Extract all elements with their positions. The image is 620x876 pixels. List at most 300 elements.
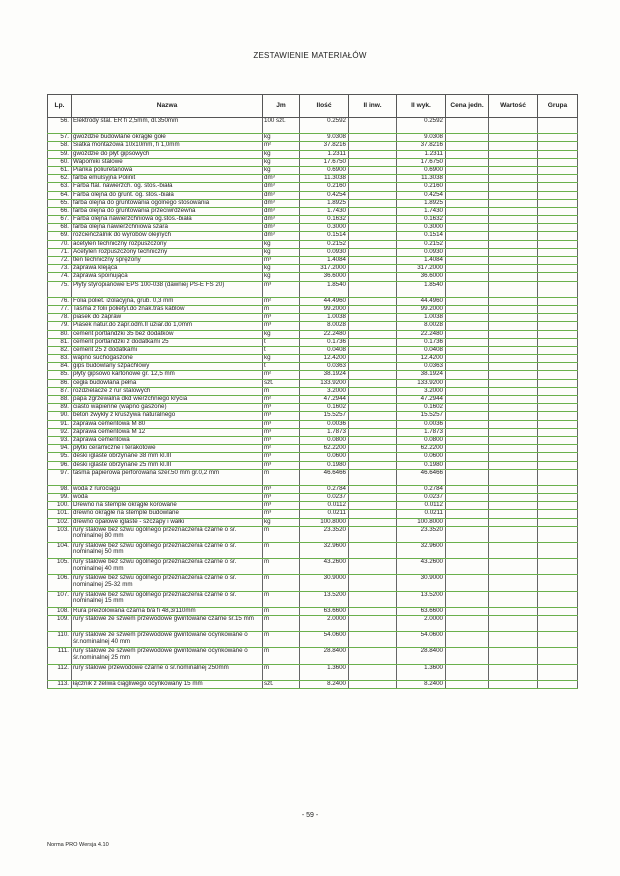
lp-cell: 80. [48,330,72,338]
group-cell [538,355,578,363]
group-cell [538,396,578,404]
value-cell [489,436,538,444]
group-cell [538,199,578,207]
table-row [48,387,578,395]
table-row [48,355,578,363]
quantity-cell: 13.5200 [300,591,349,607]
group-cell [538,664,578,680]
ii-wyk-cell: 0.0600 [397,453,446,461]
lp-cell: 96. [48,461,72,469]
price-cell [446,166,489,174]
ii-inw-cell [349,396,397,404]
ii-inw-cell [349,559,397,575]
group-cell [538,297,578,305]
unit-cell: szt. [263,680,300,688]
quantity-cell: 54.0600 [300,632,349,648]
lp-cell: 108. [48,607,72,615]
unit-cell: m³ [263,322,300,330]
group-cell [538,305,578,313]
lp-cell: 101. [48,510,72,518]
table-row [48,150,578,158]
ii-wyk-cell: 1.8540 [397,281,446,297]
group-cell [538,680,578,688]
name-cell: woda z rurociągu [72,485,263,493]
group-cell [538,632,578,648]
name-cell: gips budowlany szpachlowy [72,363,263,371]
name-cell: rury stalowe ze szwem przewodowe gwintowane ocynkowane o śr.nominalnej 40 mm [72,632,263,648]
quantity-cell: 0.1980 [300,461,349,469]
ii-wyk-cell: 30.9000 [397,575,446,591]
ii-wyk-cell: 133.9200 [397,379,446,387]
value-cell [489,453,538,461]
unit-cell: m [263,575,300,591]
ii-wyk-cell: 37.8216 [397,142,446,150]
group-cell [538,445,578,453]
ii-wyk-cell: 99.2000 [397,305,446,313]
ii-inw-cell [349,248,397,256]
table-row [48,240,578,248]
col-header-lp: Lp. [48,95,72,118]
group-cell [538,379,578,387]
ii-inw-cell [349,118,397,134]
quantity-cell: 1.7873 [300,428,349,436]
lp-cell: 70. [48,240,72,248]
col-header-ilosc: Ilość [300,95,349,118]
quantity-cell: 0.1514 [300,232,349,240]
ii-inw-cell [349,265,397,273]
table-row [48,436,578,444]
price-cell [446,396,489,404]
unit-cell: m [263,387,300,395]
price-cell [446,314,489,322]
lp-cell: 66. [48,207,72,215]
ii-wyk-cell: 0.0237 [397,494,446,502]
price-cell [446,648,489,664]
group-cell [538,134,578,142]
lp-cell: 90. [48,412,72,420]
group-cell [538,420,578,428]
name-cell: tlen techniczny sprężony [72,257,263,265]
group-cell [538,461,578,469]
value-cell [489,664,538,680]
table-row [48,680,578,688]
name-cell: Acetylen rozpuszczony techniczny [72,248,263,256]
price-cell [446,445,489,453]
price-cell [446,322,489,330]
ii-wyk-cell: 32.9600 [397,543,446,559]
value-cell [489,314,538,322]
document-title: ZESTAWIENIE MATERIAŁÓW [253,51,367,60]
price-cell [446,142,489,150]
price-cell [446,510,489,518]
value-cell [489,363,538,371]
name-cell: Taśma z folii polietyl.do znak.tras kablow [72,305,263,313]
unit-cell: kg [263,518,300,526]
name-cell: Pianka poliuretanowa [72,166,263,174]
quantity-cell: 9.0308 [300,134,349,142]
quantity-cell: 0.2784 [300,485,349,493]
ii-wyk-cell: 0.1736 [397,338,446,346]
group-cell [538,330,578,338]
unit-cell: m² [263,445,300,453]
name-cell: piasek do zapraw [72,314,263,322]
value-cell [489,257,538,265]
ii-wyk-cell: 0.2152 [397,240,446,248]
price-cell [446,207,489,215]
table-row [48,494,578,502]
name-cell: łącznik z żeliwa ciągliwego ocynkowany 15 mm [72,680,263,688]
group-cell [538,183,578,191]
lp-cell: 110. [48,632,72,648]
ii-inw-cell [349,664,397,680]
table-row [48,265,578,273]
value-cell [489,281,538,297]
group-cell [538,265,578,273]
ii-wyk-cell: 8.2400 [397,680,446,688]
ii-wyk-cell: 0.0408 [397,346,446,354]
name-cell: Farba olejna do grunt. og. stos.-biała [72,191,263,199]
value-cell [489,632,538,648]
ii-wyk-cell: 1.8925 [397,199,446,207]
table-row [48,346,578,354]
name-cell: gwoździe do płyt gipsowych [72,150,263,158]
ii-wyk-cell: 12.4200 [397,355,446,363]
lp-cell: 82. [48,346,72,354]
price-cell [446,615,489,631]
unit-cell: t [263,363,300,371]
name-cell: cement 25 z dodatkami [72,346,263,354]
name-cell: rury stalowe bez szwu ogólnego przeznaczenia czarne o śr. nominalnej 40 mm [72,559,263,575]
group-cell [538,224,578,232]
quantity-cell: 2.0000 [300,615,349,631]
unit-cell: m³ [263,494,300,502]
name-cell: farba olejna do gruntowania ogólnego stosowania [72,199,263,207]
value-cell [489,680,538,688]
ii-inw-cell [349,346,397,354]
ii-inw-cell [349,453,397,461]
group-cell [538,412,578,420]
table-row [48,363,578,371]
table-row [48,404,578,412]
unit-cell: kg [263,158,300,166]
ii-inw-cell [349,575,397,591]
name-cell: ciasto wapienne (wapno gaszone) [72,404,263,412]
lp-cell: 88. [48,396,72,404]
quantity-cell: 0.4254 [300,191,349,199]
value-cell [489,461,538,469]
ii-wyk-cell: 13.5200 [397,591,446,607]
unit-cell: m [263,543,300,559]
value-cell [489,175,538,183]
quantity-cell: 99.2000 [300,305,349,313]
table-row [48,322,578,330]
group-cell [538,607,578,615]
quantity-cell: 0.0800 [300,436,349,444]
unit-cell: t [263,346,300,354]
ii-wyk-cell: 62.2200 [397,445,446,453]
name-cell: Drewno na stemple okrągłe korowane [72,502,263,510]
price-cell [446,607,489,615]
value-cell [489,607,538,615]
ii-wyk-cell: 0.0211 [397,510,446,518]
unit-cell: kg [263,248,300,256]
group-cell [538,322,578,330]
price-cell [446,338,489,346]
unit-cell: dm³ [263,224,300,232]
lp-cell: 67. [48,216,72,224]
price-cell [446,420,489,428]
ii-wyk-cell: 23.3520 [397,526,446,542]
lp-cell: 112. [48,664,72,680]
quantity-cell: 0.3000 [300,224,349,232]
ii-inw-cell [349,257,397,265]
group-cell [538,453,578,461]
quantity-cell: 37.8216 [300,142,349,150]
unit-cell: dm³ [263,175,300,183]
ii-inw-cell [349,199,397,207]
ii-inw-cell [349,387,397,395]
quantity-cell: 0.0237 [300,494,349,502]
lp-cell: 87. [48,387,72,395]
table-row [48,158,578,166]
value-cell [489,183,538,191]
name-cell: rozdzielacze z rur stalowych [72,387,263,395]
value-cell [489,387,538,395]
group-cell [538,248,578,256]
ii-inw-cell [349,469,397,485]
ii-wyk-cell: 1.4084 [397,257,446,265]
lp-cell: 79. [48,322,72,330]
ii-wyk-cell: 0.2592 [397,118,446,134]
lp-cell: 92. [48,428,72,436]
quantity-cell: 1.4084 [300,257,349,265]
price-cell [446,363,489,371]
group-cell [538,240,578,248]
group-cell [538,142,578,150]
ii-inw-cell [349,591,397,607]
table-row [48,543,578,559]
unit-cell: kg [263,355,300,363]
group-cell [538,150,578,158]
quantity-cell: 8.0028 [300,322,349,330]
table-row [48,461,578,469]
price-cell [446,281,489,297]
lp-cell: 81. [48,338,72,346]
col-header-grupa: Grupa [538,95,578,118]
quantity-cell: 28.8400 [300,648,349,664]
ii-inw-cell [349,404,397,412]
name-cell: rury stalowe ze szwem przewodowe gwintowane czarne śr.15 mm [72,615,263,631]
price-cell [446,371,489,379]
quantity-cell: 0.0036 [300,420,349,428]
lp-cell: 58. [48,142,72,150]
table-row [48,485,578,493]
unit-cell: dm³ [263,191,300,199]
unit-cell: kg [263,134,300,142]
ii-wyk-cell: 0.1980 [397,461,446,469]
table-row [48,248,578,256]
page-number: - 59 - [301,812,319,819]
table-row [48,314,578,322]
lp-cell: 78. [48,314,72,322]
price-cell [446,118,489,134]
value-cell [489,216,538,224]
quantity-cell: 47.2944 [300,396,349,404]
unit-cell: m³ [263,412,300,420]
name-cell: acetylen techniczny rozpuszczony [72,240,263,248]
group-cell [538,559,578,575]
ii-inw-cell [349,502,397,510]
group-cell [538,314,578,322]
price-cell [446,461,489,469]
value-cell [489,445,538,453]
table-row [48,420,578,428]
name-cell: farba olejna do gruntowania przeciwrdzewna [72,207,263,215]
name-cell: gwoździe budowlane okrągłe gołe [72,134,263,142]
ii-inw-cell [349,273,397,281]
unit-cell: m [263,591,300,607]
price-cell [446,387,489,395]
value-cell [489,485,538,493]
name-cell: taśma papierowa perforowana szer.50 mm gr.0,2 mm [72,469,263,485]
lp-cell: 103. [48,526,72,542]
lp-cell: 77. [48,305,72,313]
value-cell [489,379,538,387]
ii-wyk-cell: 11.3038 [397,175,446,183]
quantity-cell: 0.0930 [300,248,349,256]
ii-inw-cell [349,207,397,215]
ii-inw-cell [349,543,397,559]
table-row [48,232,578,240]
lp-cell: 60. [48,158,72,166]
group-cell [538,387,578,395]
lp-cell: 61. [48,166,72,174]
quantity-cell: 0.0211 [300,510,349,518]
quantity-cell: 0.1736 [300,338,349,346]
value-cell [489,396,538,404]
ii-inw-cell [349,379,397,387]
value-cell [489,518,538,526]
table-row [48,118,578,134]
table-row [48,648,578,664]
price-cell [446,355,489,363]
unit-cell: m² [263,371,300,379]
unit-cell: m [263,664,300,680]
lp-cell: 99. [48,494,72,502]
ii-inw-cell [349,216,397,224]
ii-inw-cell [349,305,397,313]
value-cell [489,412,538,420]
ii-wyk-cell: 1.3600 [397,664,446,680]
quantity-cell: 23.3520 [300,526,349,542]
group-cell [538,273,578,281]
unit-cell: kg [263,150,300,158]
price-cell [446,297,489,305]
quantity-cell: 46.6466 [300,469,349,485]
ii-inw-cell [349,166,397,174]
ii-wyk-cell: 0.2784 [397,485,446,493]
lp-cell: 62. [48,175,72,183]
group-cell [538,575,578,591]
lp-cell: 86. [48,379,72,387]
ii-wyk-cell: 2.0000 [397,615,446,631]
ii-wyk-cell: 0.0930 [397,248,446,256]
table-row [48,526,578,542]
price-cell [446,379,489,387]
name-cell: Farba ftal. nawierzch. og. stos.-biała [72,183,263,191]
lp-cell: 113. [48,680,72,688]
unit-cell: m [263,559,300,575]
quantity-cell: 1.8925 [300,199,349,207]
lp-cell: 73. [48,265,72,273]
footer-software-version: Norma PRO Wersja 4.10 [47,842,109,848]
table-row [48,305,578,313]
lp-cell: 57. [48,134,72,142]
value-cell [489,191,538,199]
price-cell [446,494,489,502]
unit-cell: m [263,469,300,485]
name-cell: zaprawa cementowa [72,436,263,444]
price-cell [446,240,489,248]
quantity-cell: 12.4200 [300,355,349,363]
lp-cell: 56. [48,118,72,134]
unit-cell: m [263,607,300,615]
price-cell [446,265,489,273]
ii-inw-cell [349,445,397,453]
quantity-cell: 3.2000 [300,387,349,395]
table-row [48,175,578,183]
table-row [48,216,578,224]
name-cell: woda [72,494,263,502]
price-cell [446,664,489,680]
value-cell [489,118,538,134]
value-cell [489,134,538,142]
col-header-ii-inw: II inw. [349,95,397,118]
lp-cell: 59. [48,150,72,158]
group-cell [538,175,578,183]
group-cell [538,404,578,412]
table-row [48,445,578,453]
lp-cell: 68. [48,224,72,232]
name-cell: drewno opałowe iglaste - szczapy i wałki [72,518,263,526]
price-cell [446,591,489,607]
unit-cell: m³ [263,420,300,428]
quantity-cell: 0.2152 [300,240,349,248]
name-cell: rury stalowe ze szwem przewodowe gwintowane ocynkowane o śr.nominalnej 25 mm [72,648,263,664]
ii-wyk-cell: 1.2311 [397,150,446,158]
lp-cell: 109. [48,615,72,631]
group-cell [538,543,578,559]
quantity-cell: 0.0363 [300,363,349,371]
price-cell [446,273,489,281]
price-cell [446,543,489,559]
quantity-cell: 0.6900 [300,166,349,174]
price-cell [446,526,489,542]
name-cell: deski iglaste obrzynane 38 mm kl.III [72,453,263,461]
unit-cell: m³ [263,404,300,412]
value-cell [489,199,538,207]
value-cell [489,158,538,166]
lp-cell: 72. [48,257,72,265]
table-row [48,257,578,265]
col-header-wartosc: Wartość [489,95,538,118]
price-cell [446,232,489,240]
lp-cell: 69. [48,232,72,240]
group-cell [538,363,578,371]
ii-wyk-cell: 36.6000 [397,273,446,281]
value-cell [489,330,538,338]
ii-inw-cell [349,224,397,232]
